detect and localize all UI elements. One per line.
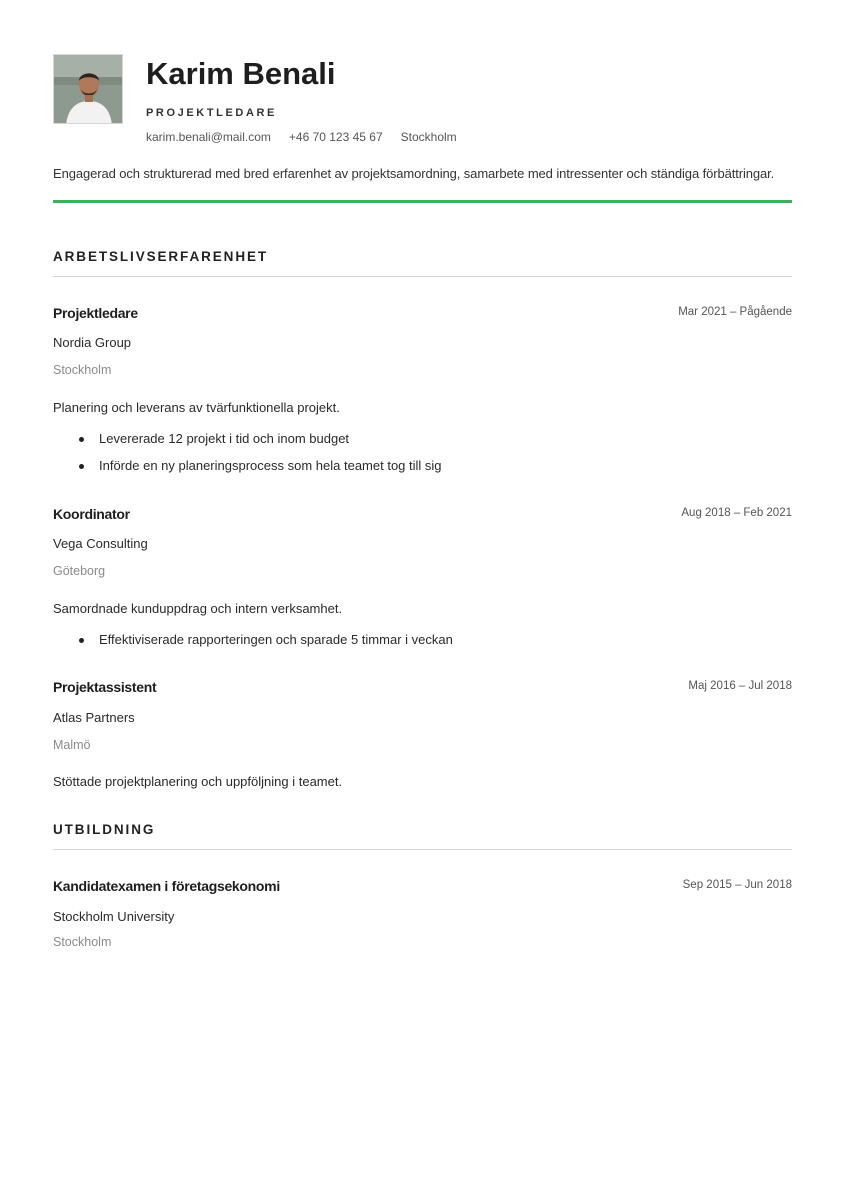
job-company: Atlas Partners bbox=[53, 710, 135, 725]
job-title: Projektassistent bbox=[53, 679, 157, 695]
job-location: Göteborg bbox=[53, 564, 106, 578]
job-date: Mar 2021 – Pågående bbox=[678, 306, 792, 318]
header-divider bbox=[53, 200, 792, 203]
education-degree: Kandidatexamen i företagsekonomi bbox=[53, 878, 280, 894]
contact-city: Stockholm bbox=[400, 130, 457, 144]
education-section-divider bbox=[53, 849, 792, 850]
job-bullet: Levererade 12 projekt i tid och inom budget bbox=[79, 431, 349, 446]
education-date: Sep 2015 – Jun 2018 bbox=[682, 879, 792, 891]
education-school: Stockholm University bbox=[53, 909, 175, 924]
job-company: Nordia Group bbox=[53, 335, 132, 350]
resume-page bbox=[53, 0, 792, 1198]
job-title: Koordinator bbox=[53, 506, 130, 522]
job-title: Projektledare bbox=[53, 305, 138, 321]
job-bullet: Effektiviserade rapporteringen och sparade 5 timmar i veckan bbox=[79, 632, 453, 647]
job-location: Malmö bbox=[53, 738, 91, 752]
contact-info bbox=[146, 130, 475, 144]
job-company: Vega Consulting bbox=[53, 536, 148, 551]
job-location: Stockholm bbox=[53, 363, 112, 377]
job-bullet: Införde en ny planeringsprocess som hela teamet tog till sig bbox=[79, 458, 442, 473]
job-date: Maj 2016 – Jul 2018 bbox=[688, 680, 792, 692]
education-location: Stockholm bbox=[53, 935, 112, 949]
experience-section-title: ARBETSLIVSERFARENHET bbox=[53, 249, 269, 264]
profile-photo bbox=[53, 54, 123, 124]
job-date: Aug 2018 – Feb 2021 bbox=[681, 507, 792, 519]
experience-section-divider bbox=[53, 276, 792, 277]
contact-email[interactable]: karim.benali@mail.com bbox=[146, 130, 271, 144]
job-description: Stöttade projektplanering och uppföljning i teamet. bbox=[53, 774, 343, 789]
person-photo-icon bbox=[54, 55, 123, 124]
job-description: Samordnade kunduppdrag och intern verksamhet. bbox=[53, 601, 343, 616]
candidate-role: PROJEKTLEDARE bbox=[146, 107, 277, 119]
candidate-name: Karim Benali bbox=[146, 56, 336, 91]
profile-summary: Engagerad och strukturerad med bred erfarenhet av projektsamordning, samarbete med intressenter och ständiga förbättringar. bbox=[53, 166, 775, 181]
contact-phone[interactable]: +46 70 123 45 67 bbox=[288, 130, 383, 144]
job-description: Planering och leverans av tvärfunktionella projekt. bbox=[53, 400, 340, 415]
education-section-title: UTBILDNING bbox=[53, 822, 156, 837]
